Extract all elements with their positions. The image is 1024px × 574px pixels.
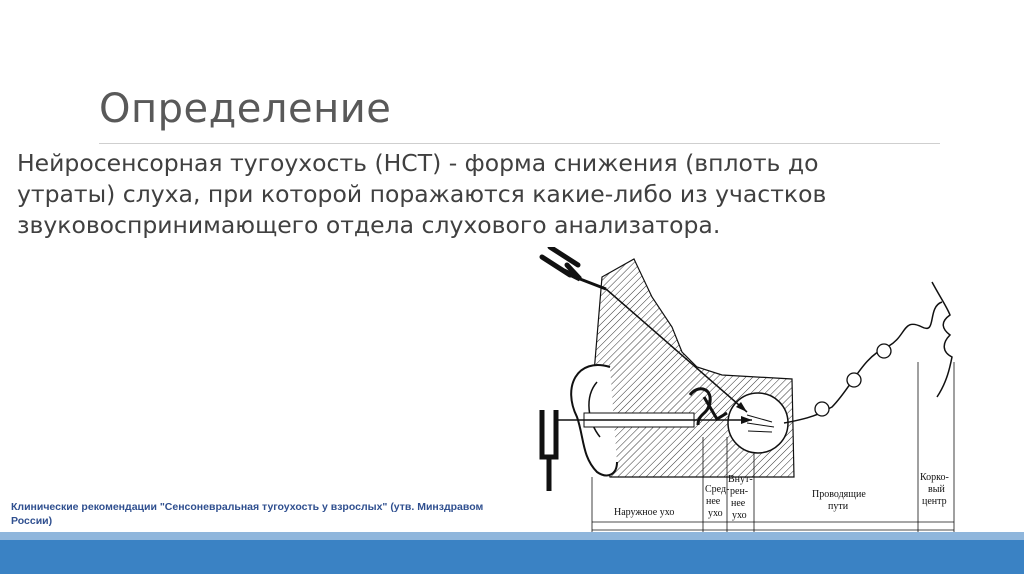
definition-text: Нейросенсорная тугоухость (НСТ) - форма снижения (вплоть до утраты) слуха, при которой поражаются какие-либо из участков звуковоспринимающего отдела слухового анализатора. [17,149,827,239]
tuning-fork-top-icon [542,247,606,289]
label-pathways: Проводящие пути [812,489,866,512]
label-middle-ear: Сред- нее ухо [705,484,730,519]
footer-bar [0,540,1024,574]
face-profile [932,282,952,397]
slide-title: Определение [99,86,392,132]
footer-bar-light [0,532,1024,540]
citation: Клинические рекомендации "Сенсоневральная тугоухость у взрослых" (утв. Минздравом России) [11,501,484,527]
label-outer-ear: Наружное ухо [614,507,675,518]
label-inner-ear: Внут- рен- нее ухо [728,474,753,521]
title-divider [99,143,940,144]
ear-diagram [522,247,964,574]
cochlea [728,393,788,453]
tuning-fork-left-icon [542,410,556,491]
label-cortical-center: Корко- вый центр [920,472,949,507]
